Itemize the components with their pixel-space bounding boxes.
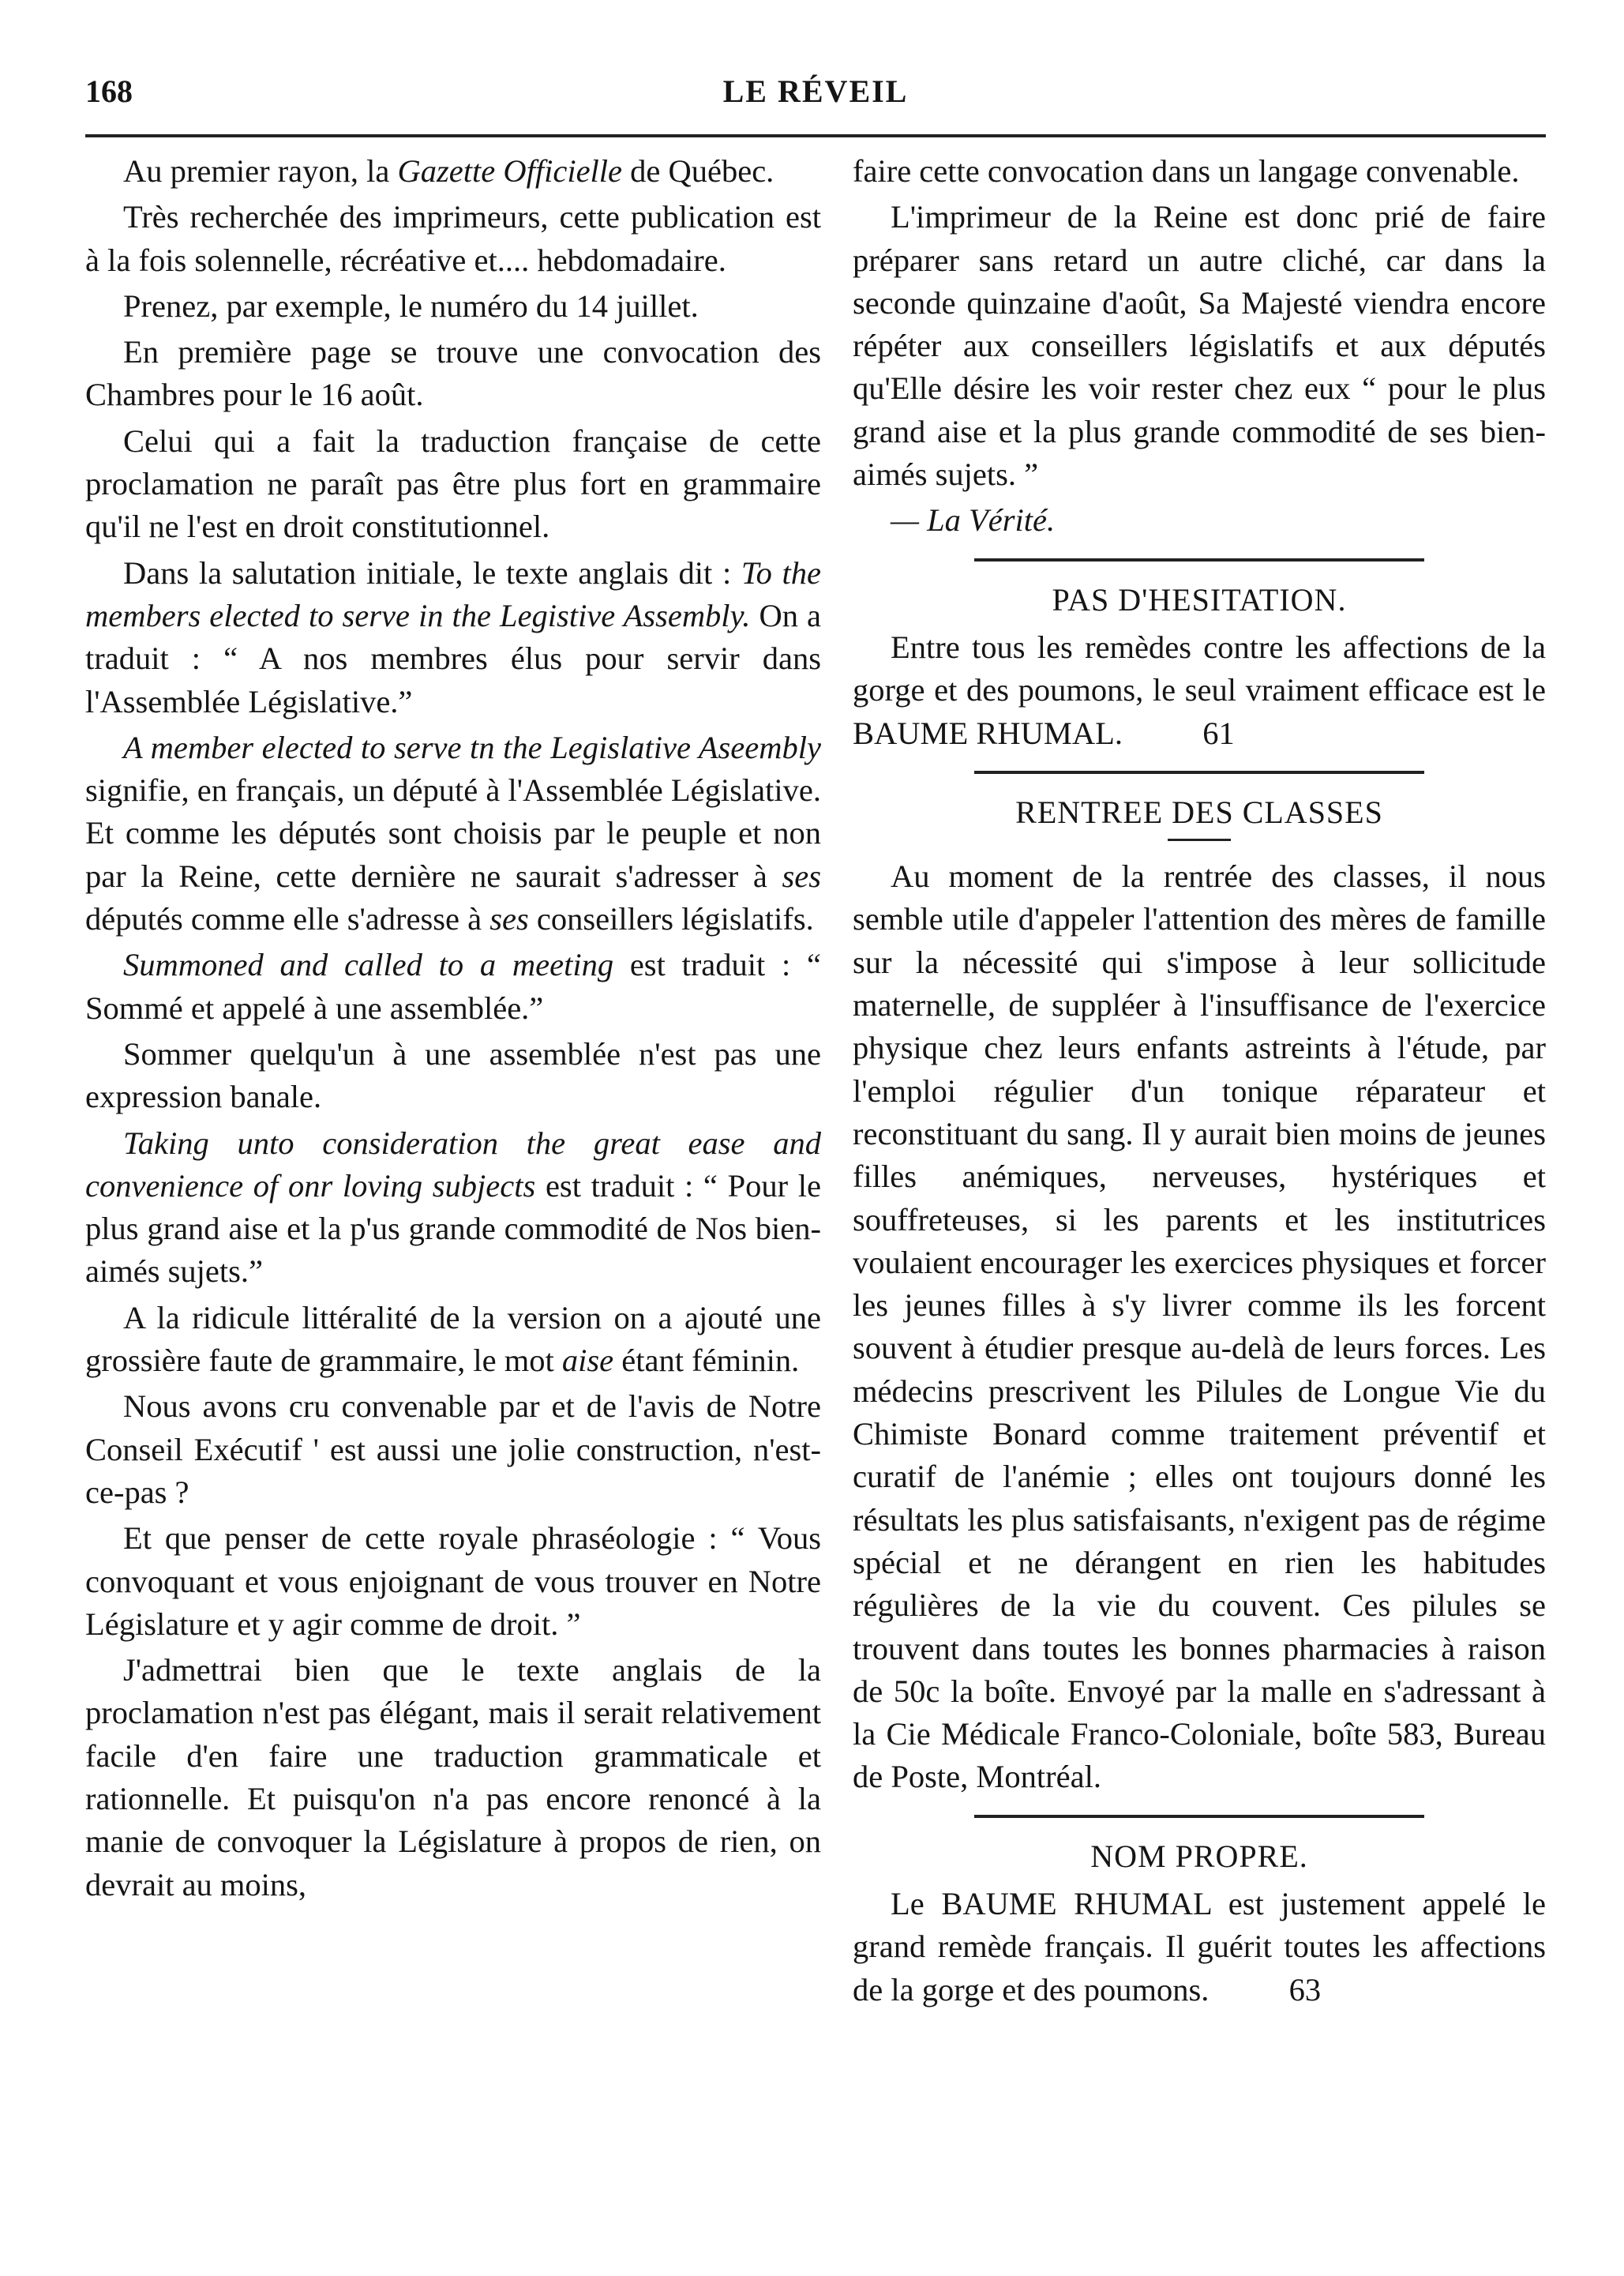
ad-heading: NOM PROPRE. [1090,1838,1308,1874]
paragraph: Et que penser de cette royale phraséologie : “ Vous convoquant et vous enjoignant de vous trouver en Notre Législature et y agir comme de droit. ” [85,1520,821,1642]
left-column [85,150,821,1910]
paragraph: Sommer quelqu'un à une assemblée n'est pas une expression banale. [85,1035,821,1115]
publication-title: LE RÉVEIL [722,73,909,109]
paragraph: L'imprimeur de la Reine est donc prié de faire préparer sans retard un autre cliché, car dans la seconde quinzaine d'août, Sa Majesté viendra encore répéter aux conseillers législatifs et aux députés qu'Elle désire les voir rester chez eux “ pour le plus grand aise et la plus grande commodité de ses bien-aimés sujets. ” [853,199,1546,493]
paragraph: faire cette convocation dans un langage convenable. [853,153,1520,189]
paragraph: En première page se trouve une convocation des Chambres pour le 16 août. [85,334,821,413]
page-header [85,73,1546,120]
ad-number: 63 [1288,1971,1322,2007]
paragraph: Très recherchée des imprimeurs, cette publication est à la fois solennelle, récréative et.... hebdomadaire. [85,199,821,278]
heading-rule [1168,839,1231,841]
signature: — La Vérité. [891,502,1056,539]
section-rule [974,558,1424,561]
paragraph: J'admettrai bien que le texte anglais de la proclamation n'est pas élégant, mais il serait relativement facile d'en faire une traduction grammaticale et rationnelle. Et puisqu'on n'a pas encore renoncé à la manie de convoquer la Législature à propos de rien, on devrait au moins, [85,1652,821,1902]
paragraph: A la ridicule littéralité de la version on a ajouté une grossière faute de grammaire, le mot aise étant féminin. [85,1299,821,1379]
header-rule [85,134,1546,137]
paragraph: Taking unto consideration the great ease and convenience of onr loving subjects est traduit : “ Pour le plus grand aise et la p'us grande commodité de Nos bien-aimés sujets.” [85,1125,821,1290]
ad-number: 61 [1202,715,1235,751]
paragraph: Celui qui a fait la traduction française de cette proclamation ne paraît pas être plus fort en grammaire qu'il ne l'est en droit constitutionnel. [85,423,821,545]
ad-text: Au moment de la rentrée des classes, il nous semble utile d'appeler l'attention des mères de famille sur la nécessité qui s'impose à leur sollicitude maternelle, de suppléer à l'insuffisance de l'exercice physique chez leurs enfants astreints à l'étude, par l'emploi régulier d'un tonique réparateur et reconstituant du sang. Il y aurait bien moins de jeunes filles anémiques, nerveuses, hystériques et souffreteuses, si les parents et les institutrices voulaient encourager les exercices physiques et forcer les jeunes filles à s'y livrer comme ils les forcent souvent à étudier presque au-delà de leurs forces. Les médecins prescrivent les Pilules de Longue Vie du Chimiste Bonard comme traitement préventif et curatif de l'anémie ; elles ont toujours donné les résultats les plus satisfaisants, n'exigent pas de régime spécial et ne dérangent en rien les habitudes régulières de la vie du couvent. Ces pilules se trouvent dans toutes les bonnes pharmacies à raison de 50c la boîte. Envoyé par la malle en s'adressant à la Cie Médicale Franco-Coloniale, boîte 583, Bureau de Poste, Montréal. [853,858,1546,1795]
ad-text: Entre tous les remèdes contre les affections de la gorge et des poumons, le seul vraiment efficace est le BAUME RHUMAL. 61 [853,629,1546,751]
paragraph: Au premier rayon, la Gazette Officielle de Québec. [123,153,774,189]
right-column [853,150,1546,2015]
paragraph: Dans la salutation initiale, le texte anglais dit : To the members elected to serve in the Legistive Assembly. On a traduit : “ A nos membres élus pour servir dans l'Assemblée Législative.” [85,554,821,719]
ad-text: Le BAUME RHUMAL est justement appelé le grand remède français. Il guérit toutes les affections de la gorge et des poumons. 63 [853,1885,1546,2007]
ad-heading: PAS D'HESITATION. [1052,581,1347,618]
section-rule [974,1815,1424,1818]
section-rule [974,771,1424,774]
page-number: 168 [85,73,133,109]
paragraph: Summoned and called to a meeting est traduit : “ Sommé et appelé à une assemblée.” [85,947,821,1026]
paragraph: Prenez, par exemple, le numéro du 14 juillet. [123,287,699,324]
paragraph: A member elected to serve tn the Legislative Aseembly signifie, en français, un député à l'Assemblée Législative. Et comme les députés sont choisis par le peuple et non par la Reine, cette dernière ne saurait s'adresser à ses députés comme elle s'adresse à ses conseillers législatifs. [85,729,821,937]
paragraph: Nous avons cru convenable par et de l'avis de Notre Conseil Exécutif ' est aussi une jolie construction, n'est-ce-pas ? [85,1388,821,1510]
ad-heading: RENTREE DES CLASSES [1015,794,1383,830]
